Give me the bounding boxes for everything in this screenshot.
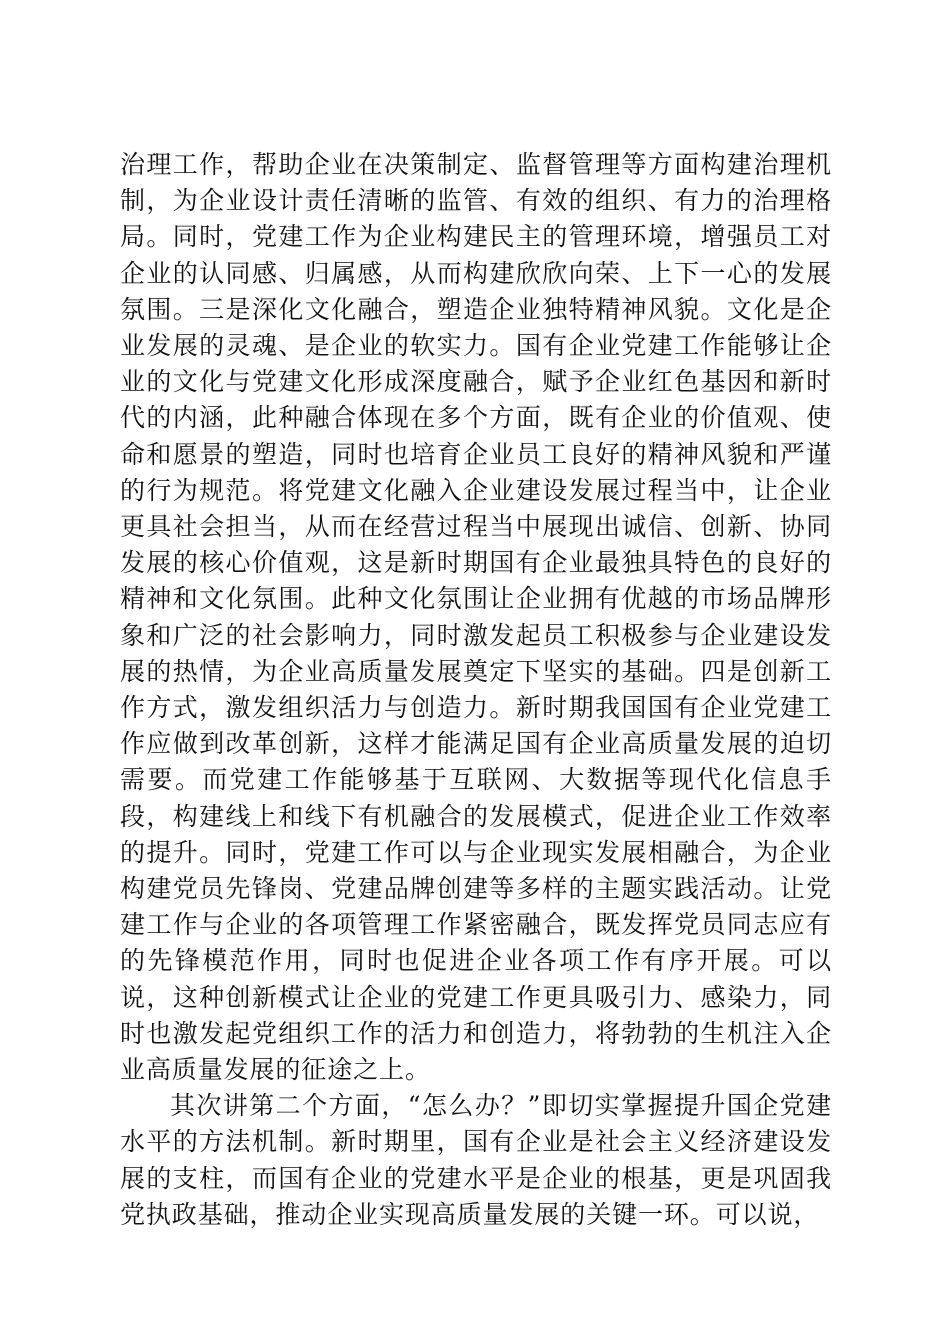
body-text: [120, 147, 832, 1233]
paragraph-second-aspect: 其次讲第二个方面，“怎么办？”即切实掌握提升国企党建水平的方法机制。新时期里，国有企业是社会主义经济建设发展的支柱，而国有企业的党建水平是企业的根基，更是巩固我党执政基础，推动企业实现高质量发展的关键一环。可以说，: [120, 1091, 832, 1229]
paragraph-continuation: 治理工作，帮助企业在决策制定、监督管理等方面构建治理机制，为企业设计责任清晰的监管、有效的组织、有力的治理格局。同时，党建工作为企业构建民主的管理环境，增强员工对企业的认同感、归属感，从而构建欣欣向荣、上下一心的发展氛围。三是深化文化融合，塑造企业独特精神风貌。文化是企业发展的灵魂、是企业的软实力。国有企业党建工作能够让企业的文化与党建文化形成深度融合，赋予企业红色基因和新时代的内涵，此种融合体现在多个方面，既有企业的价值观、使命和愿景的塑造，同时也培育企业员工良好的精神风貌和严谨的行为规范。将党建文化融入企业建设发展过程当中，让企业更具社会担当，从而在经营过程当中展现出诚信、创新、协同发展的核心价值观，这是新时期国有企业最独具特色的良好的精神和文化氛围。此种文化氛围让企业拥有优越的市场品牌形象和广泛的社会影响力，同时激发起员工积极参与企业建设发展的热情，为企业高质量发展奠定下坚实的基础。四是创新工作方式，激发组织活力与创造力。新时期我国国有企业党建工作应做到改革创新，这样才能满足国有企业高质量发展的迫切需要。而党建工作能够基于互联网、大数据等现代化信息手段，构建线上和线下有机融合的发展模式，促进企业工作效率的提升。同时，党建工作可以与企业现实发展相融合，为企业构建党员先锋岗、党建品牌创建等多样的主题实践活动。让党建工作与企业的各项管理工作紧密融合，既发挥党员同志应有的先锋模范作用，同时也促进企业各项工作有序开展。可以说，这种创新模式让企业的党建工作更具吸引力、感染力，同时也激发起党组织工作的活力和创造力，将勃勃的生机注入企业高质量发展的征途之上。: [120, 150, 832, 1085]
